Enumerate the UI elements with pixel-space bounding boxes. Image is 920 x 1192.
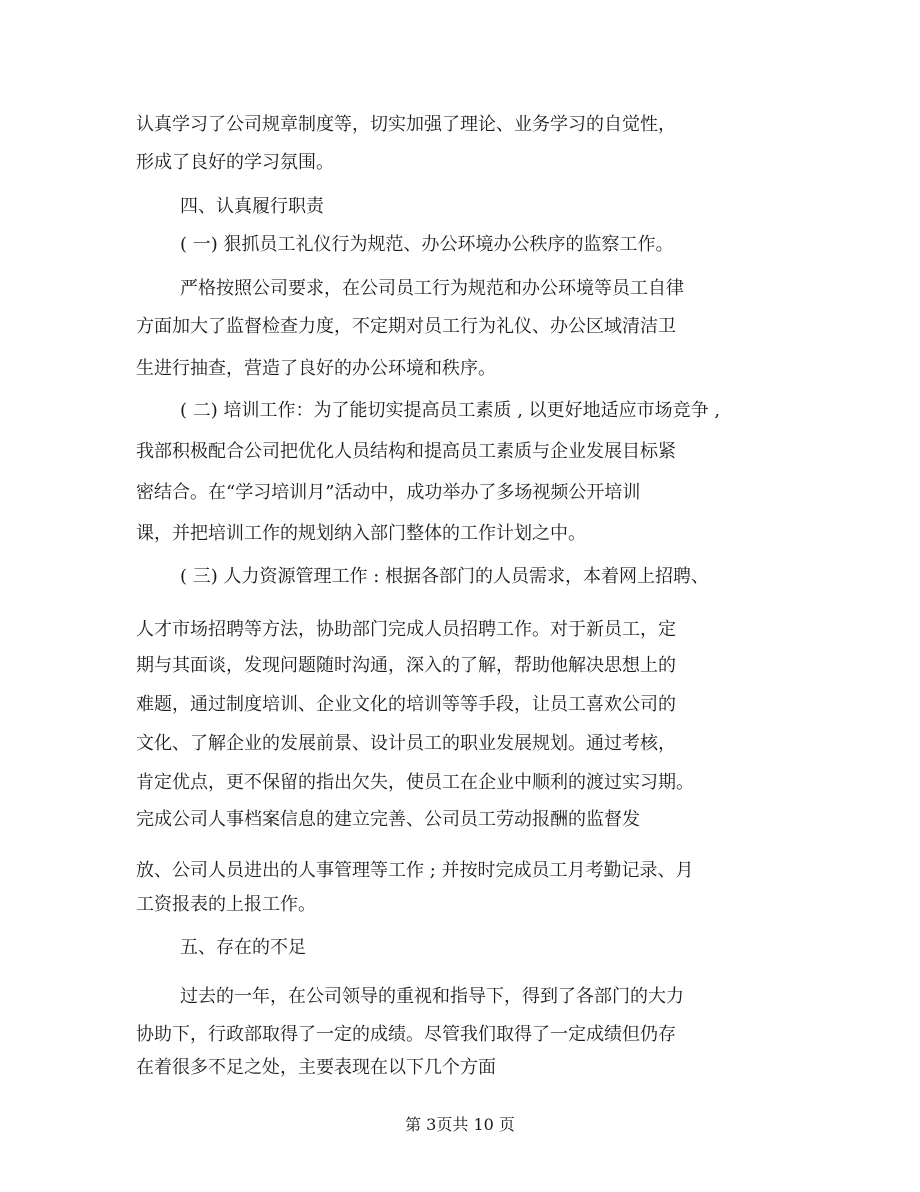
text-line: 肯定优点，更不保留的指出欠失，使员工在企业中顺利的渡过实习期。 [136,772,694,793]
text-line: 期与其面谈，发现问题随时沟通，深入的了解，帮助他解决思想上的 [136,655,676,676]
subsection-heading: ( 三) 人力资源管理工作 : 根据各部门的人员需求，本着网上招聘、 [180,566,709,587]
text-line: 我部积极配合公司把优化人员结构和提高员工素质与企业发展目标紧 [136,441,676,462]
text-line: 放、公司人员进出的人事管理等工作 ; 并按时完成员工月考勤记录、月 [136,860,694,881]
text-line: 完成公司人事档案信息的建立完善、公司员工劳动报酬的监督发 [136,809,640,830]
text-line: 工资报表的上报工作。 [136,894,316,915]
text-line: 协助下，行政部取得了一定的成绩。尽管我们取得了一定成绩但仍存 [136,1024,676,1045]
text-line: 难题，通过制度培训、企业文化的培训等等手段，让员工喜欢公司的 [136,694,676,715]
text-line: 形成了良好的学习氛围。 [136,152,334,173]
subsection-heading: ( 一) 狠抓员工礼仪行为规范、办公环境办公秩序的监察工作。 [180,234,674,255]
text-line: 认真学习了公司规章制度等，切实加强了理论、业务学习的自觉性， [136,114,676,135]
text-line: 方面加大了监督检查力度，不定期对员工行为礼仪、办公区域清洁卫 [136,316,676,337]
text-line: 课，并把培训工作的规划纳入部门整体的工作计划之中。 [136,523,586,544]
text-line: 人才市场招聘等方法，协助部门完成人员招聘工作。对于新员工，定 [136,619,676,640]
section-heading: 四、认真履行职责 [180,196,324,217]
text-line: 严格按照公司要求，在公司员工行为规范和办公环境等员工自律 [180,278,684,299]
text-line: 生进行抽查，营造了良好的办公环境和秩序。 [136,358,496,379]
text-line: 密结合。在“学习培训月”活动中，成功举办了多场视频公开培训 [136,482,641,503]
text-line: 文化、了解企业的发展前景、设计员工的职业发展规划。通过考核， [136,733,676,754]
section-heading: 五、存在的不足 [180,937,306,958]
text-line: 过去的一年，在公司领导的重视和指导下，得到了各部门的大力 [180,986,684,1007]
subsection-heading: ( 二) 培训工作：为了能切实提高员工素质 , 以更好地适应市场竞争 , [180,400,721,421]
page-number-footer: 第 3页共 10 页 [405,1115,515,1134]
text-line: 在着很多不足之处，主要表现在以下几个方面 [136,1057,496,1078]
